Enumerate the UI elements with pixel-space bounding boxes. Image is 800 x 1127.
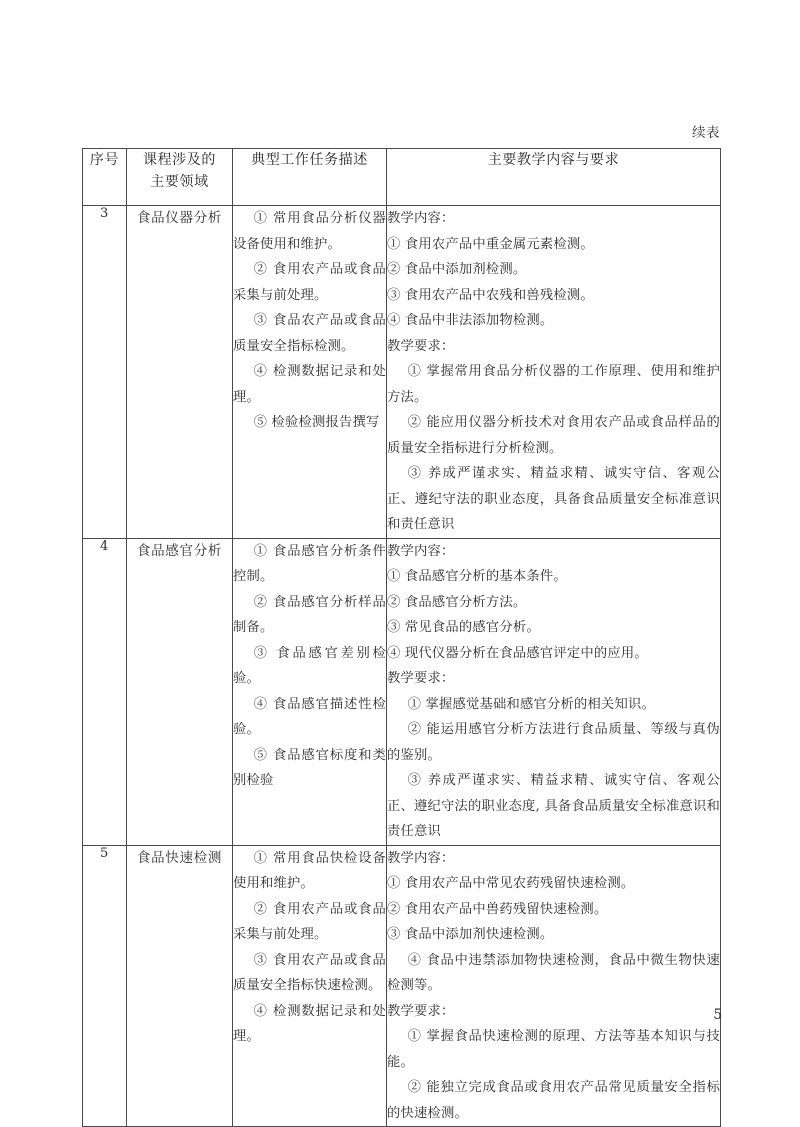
content-item: ④ 食品中非法添加物检测。 bbox=[387, 313, 554, 328]
content-item: ① 食用农产品中常见农药残留快速检测。 bbox=[387, 876, 635, 891]
column-header-main-label: 主要教学内容与要求 bbox=[487, 152, 620, 168]
requirement-item: ① 掌握感觉基础和感官分析的相关知识。 bbox=[407, 696, 655, 712]
row-task bbox=[233, 206, 387, 539]
column-header-task-label: 典型工作任务描述 bbox=[251, 152, 368, 168]
task-item: ① 食品感官分析条件控制。 bbox=[233, 543, 386, 584]
row-task bbox=[233, 538, 387, 845]
task-item: ④ 检测数据记录和处理。 bbox=[233, 1003, 386, 1044]
column-header-seq bbox=[83, 149, 127, 206]
task-item: ③ 食用农产品或食品质量安全指标快速检测。 bbox=[233, 952, 386, 993]
requirement-item: ① 掌握食品快速检测的原理、方法等基本知识与技能。 bbox=[387, 1029, 720, 1070]
task-item: ② 食品感官分析样品制备。 bbox=[233, 594, 386, 635]
requirement-item: ② 能运用感官分析方法进行食品质量、等级与真伪的鉴别。 bbox=[387, 722, 720, 763]
content-item: ③ 食品中添加剂快速检测。 bbox=[387, 927, 554, 942]
requirement-item: ③ 养成严谨求实、精益求精、诚实守信、客观公正、遵纪守法的职业态度, 具备食品质量安全标准意识和责任意识 bbox=[387, 773, 720, 839]
continuation-label: 续表 bbox=[692, 125, 720, 141]
row-main-content bbox=[387, 538, 721, 845]
column-header-task bbox=[233, 149, 387, 206]
content-item: ③ 食用农产品中农残和兽残检测。 bbox=[387, 287, 594, 303]
table-body bbox=[83, 206, 721, 1127]
content-item: ④ 现代仪器分析在食品感官评定中的应用。 bbox=[387, 645, 648, 661]
column-header-seq-label: 序号 bbox=[89, 152, 120, 168]
row-main-content bbox=[387, 206, 721, 539]
requirement-item: ② 能独立完成食品或食用农产品常见质量安全指标的快速检测。 bbox=[387, 1080, 720, 1121]
task-item: ⑤ 检验检测报告撰写 bbox=[253, 415, 380, 430]
table-header bbox=[83, 149, 721, 206]
content-item: ② 食品中添加剂检测。 bbox=[387, 262, 527, 277]
row-seq: 4 bbox=[83, 538, 127, 845]
task-item: ② 食用农产品或食品采集与前处理。 bbox=[233, 262, 386, 303]
row-main-content bbox=[387, 845, 721, 1127]
row-seq: 5 bbox=[83, 845, 127, 1127]
task-item: ⑤ 食品感官标度和类别检验 bbox=[233, 747, 386, 788]
requirement-heading: 教学要求： bbox=[387, 671, 455, 686]
column-header-domain-line2: 主要领域 bbox=[150, 174, 209, 190]
requirement-item: ① 掌握常用食品分析仪器的工作原理、使用和维护方法。 bbox=[387, 364, 720, 405]
content-item: ① 食用农产品中重金属元素检测。 bbox=[387, 236, 594, 252]
task-item: ④ 检测数据记录和处理。 bbox=[233, 364, 386, 405]
column-header-domain bbox=[127, 149, 233, 206]
content-item: ① 食品感官分析的基本条件。 bbox=[387, 569, 567, 584]
content-item: ② 食用农产品中兽药残留快速检测。 bbox=[387, 901, 608, 917]
requirement-heading: 教学要求： bbox=[387, 1003, 455, 1019]
content-item: ② 食品感官分析方法。 bbox=[387, 594, 527, 610]
course-table-container bbox=[82, 148, 720, 1127]
column-header-domain-line1: 课程涉及的 bbox=[143, 152, 216, 168]
table-row bbox=[83, 206, 721, 539]
table-row bbox=[83, 845, 721, 1127]
task-item: ① 常用食品快检设备使用和维护。 bbox=[233, 850, 386, 891]
requirement-item: ③ 养成严谨求实、精益求精、诚实守信、客观公正、遵纪守法的职业态度，具备食品质量安全标准意识和责任意识 bbox=[387, 466, 720, 532]
table-header-row bbox=[83, 149, 721, 206]
task-item: ② 食用农产品或食品采集与前处理。 bbox=[233, 901, 386, 942]
column-header-main bbox=[387, 149, 721, 206]
course-table bbox=[82, 148, 721, 1127]
task-item: ③ 食品农产品或食品质量安全指标检测。 bbox=[233, 313, 386, 354]
row-domain: 食品感官分析 bbox=[127, 538, 233, 845]
task-item: ① 常用食品分析仪器设备使用和维护。 bbox=[233, 211, 386, 252]
table-row bbox=[83, 538, 721, 845]
content-item: ④ 食品中违禁添加物快速检测，食品中微生物快速检测等。 bbox=[387, 952, 720, 993]
requirement-item: ② 能应用仪器分析技术对食用农产品或食品样品的质量安全指标进行分析检测。 bbox=[387, 415, 720, 456]
content-heading: 教学内容： bbox=[387, 543, 455, 559]
row-seq: 3 bbox=[83, 206, 127, 539]
task-item: ④ 食品感官描述性检验。 bbox=[233, 696, 386, 737]
content-heading: 教学内容： bbox=[387, 850, 455, 866]
task-item: ③ 食品感官差别检验。 bbox=[233, 645, 386, 686]
content-item: ③ 常见食品的感官分析。 bbox=[387, 620, 540, 635]
requirement-heading: 教学要求： bbox=[387, 338, 455, 354]
row-task bbox=[233, 845, 387, 1127]
row-domain: 食品仪器分析 bbox=[127, 206, 233, 539]
content-heading: 教学内容： bbox=[387, 211, 455, 226]
row-domain: 食品快速检测 bbox=[127, 845, 233, 1127]
page-number: 5 bbox=[713, 1007, 722, 1023]
